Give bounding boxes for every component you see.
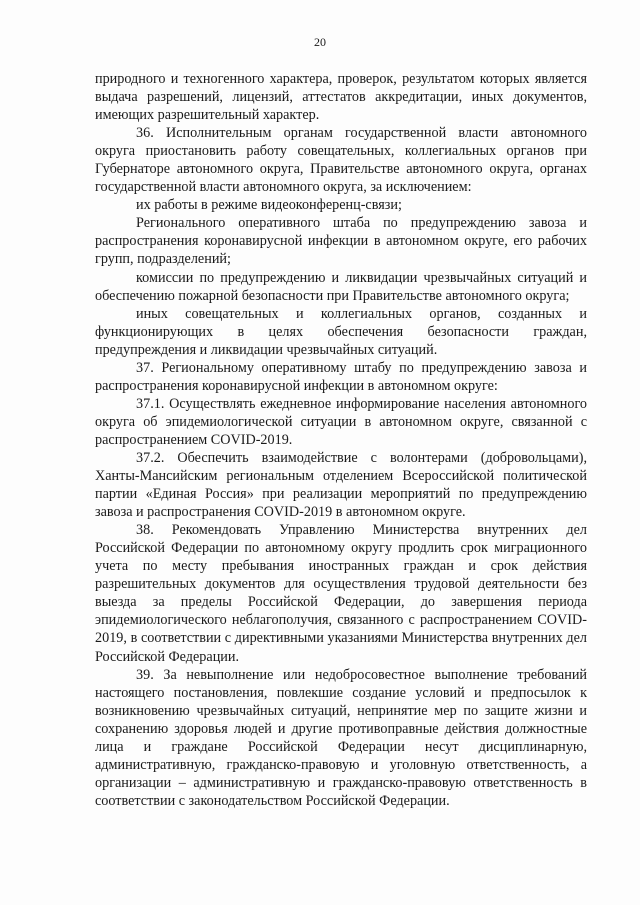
paragraph-continuation: природного и техногенного характера, проверок, результатом которых является выдача разрешений, лицензий, аттестатов аккредитации, иных документов, имеющих разрешительный характер. (95, 71, 587, 124)
paragraph-36-item-3: комиссии по предупреждению и ликвидации чрезвычайных ситуаций и обеспечению пожарной безопасности при Правительстве автономного округа; (95, 269, 587, 304)
paragraph-36: 36. Исполнительным органам государственной власти автономного округа приостановить работу совещательных, коллегиальных органов при Губернаторе автономного округа, Правительстве автономного округа, органах государственной власти автономного округа, за исключением: (95, 125, 587, 196)
paragraph-37-1: 37.1. Осуществлять ежедневное информирование населения автономного округа об эпидемиологической ситуации в автономном округе, связанной с распространением COVID-2019. (95, 395, 587, 448)
paragraph-36-item-1: их работы в режиме видеоконференц-связи; (136, 197, 402, 214)
paragraph-36-item-4: иных совещательных и коллегиальных органов, созданных и функционирующих в целях обеспечения безопасности граждан, предупреждения и ликвидации чрезвычайных ситуаций. (95, 305, 587, 358)
paragraph-38: 38. Рекомендовать Управлению Министерства внутренних дел Российской Федерации по автономному округу продлить срок миграционного учета по месту пребывания иностранных граждан и срок действия разрешительных документов для осуществления трудовой деятельности без выезда за пределы Российской Федерации, до завершения периода эпидемиологического неблагополучия, связанного с распространением COVID-2019, в соответствии с директивными указаниями Министерства внутренних дел Российской Федерации. (95, 522, 587, 665)
paragraph-39: 39. За невыполнение или недобросовестное выполнение требований настоящего постановления, повлекшие создание условий и предпосылок к возникновению чрезвычайных ситуаций, непринятие мер по защите жизни и сохранению здоровья людей и другие противоправные действия должностные лица и граждане Российской Федерации несут дисциплинарную, административную, гражданско-правовую и уголовную ответственность, а организации – административную и гражданско-правовую ответственность в соответствии с законодательством Российской Федерации. (95, 666, 587, 809)
paragraph-36-item-2: Регионального оперативного штаба по предупреждению завоза и распространения коронавирусной инфекции в автономном округе, его рабочих групп, подразделений; (95, 215, 587, 268)
document-body (95, 70, 587, 810)
paragraph-37-2: 37.2. Обеспечить взаимодействие с волонтерами (добровольцами), Ханты-Мансийским региональным отделением Всероссийской политической партии «Единая Россия» при реализации мероприятий по предупреждению завоза и распространения COVID-2019 в автономном округе. (95, 449, 587, 521)
paragraph-37: 37. Региональному оперативному штабу по предупреждению завоза и распространения коронавирусной инфекции в автономном округе: (95, 359, 587, 394)
page-number: 20 (314, 35, 326, 49)
